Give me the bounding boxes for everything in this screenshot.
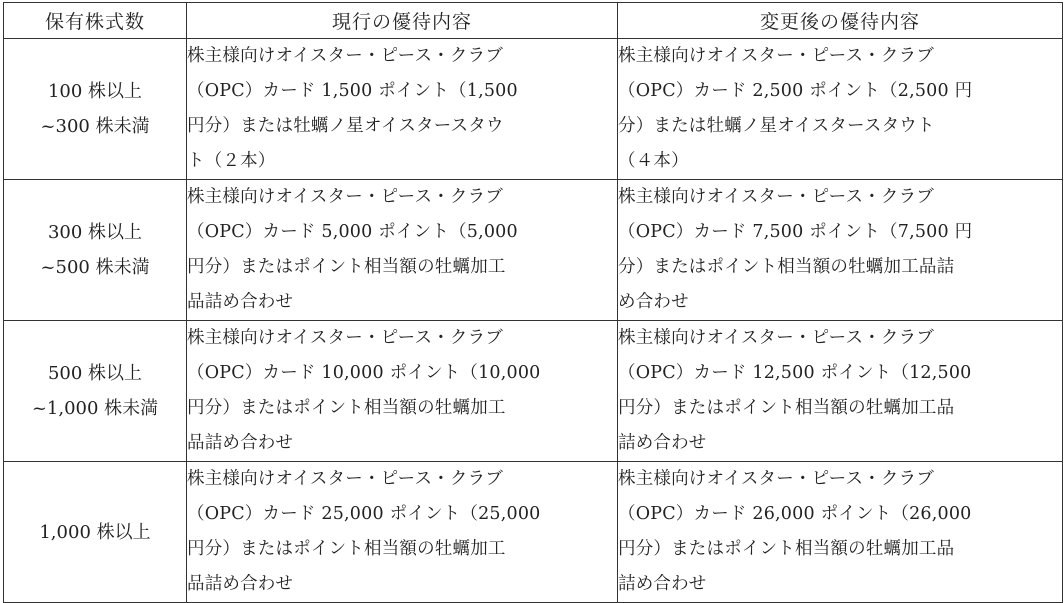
benefit-line: 品詰め合わせ [187, 292, 294, 312]
shares-cell [4, 321, 187, 462]
new-benefit-cell [618, 39, 1063, 180]
benefit-line: （OPC）カード 5,000 ポイント（5,000 [187, 222, 518, 242]
benefit-line: 詰め合わせ [618, 433, 707, 453]
shares-cell [4, 180, 187, 321]
shares-line: 100 株以上 [47, 81, 143, 102]
table-row [4, 462, 1063, 603]
header-shares: 保有株式数 [4, 3, 187, 39]
benefit-line: 株主様向けオイスター・ピース・クラブ [187, 328, 503, 348]
benefit-line: 詰め合わせ [618, 574, 707, 594]
table-body [4, 39, 1063, 603]
shares-line: ~1,000 株未満 [31, 398, 159, 419]
shares-line: ~300 株未満 [40, 116, 150, 137]
benefit-line: （４本） [618, 151, 689, 171]
benefit-line: （OPC）カード 26,000 ポイント（26,000 [618, 504, 972, 524]
benefit-line: （OPC）カード 12,500 ポイント（12,500 [618, 363, 972, 383]
current-benefit-cell [187, 462, 618, 603]
shares-cell [4, 39, 187, 180]
shares-line: ~500 株未満 [40, 257, 150, 278]
header-row [4, 3, 1063, 39]
benefit-line: （OPC）カード 25,000 ポイント（25,000 [187, 504, 541, 524]
new-benefit-cell [618, 462, 1063, 603]
current-benefit-cell [187, 180, 618, 321]
table-row [4, 321, 1063, 462]
shares-line: 500 株以上 [47, 363, 143, 384]
benefit-line: 分）または牡蠣ノ星オイスタースタウト [618, 116, 935, 136]
shares-line: 1,000 株以上 [39, 521, 151, 543]
benefit-line: 株主様向けオイスター・ピース・クラブ [618, 469, 934, 489]
benefit-line: 円分）またはポイント相当額の牡蠣加工 [187, 539, 506, 559]
current-benefit-cell [187, 321, 618, 462]
header-new-benefits: 変更後の優待内容 [618, 3, 1063, 39]
current-benefit-cell [187, 39, 618, 180]
benefit-line: 株主様向けオイスター・ピース・クラブ [618, 187, 934, 207]
header-current-benefits: 現行の優待内容 [187, 3, 618, 39]
benefit-line: 円分）または牡蠣ノ星オイスタースタウ [187, 116, 504, 136]
table-row [4, 39, 1063, 180]
benefit-line: （OPC）カード 10,000 ポイント（10,000 [187, 363, 541, 383]
benefit-line: （OPC）カード 1,500 ポイント（1,500 [187, 81, 518, 101]
benefit-line: （OPC）カード 7,500 ポイント（7,500 円 [618, 222, 973, 242]
benefit-line: 分）またはポイント相当額の牡蠣加工品詰 [618, 257, 955, 277]
benefit-line: め合わせ [618, 292, 689, 312]
table-row [4, 180, 1063, 321]
benefit-line: 円分）またはポイント相当額の牡蠣加工 [187, 398, 506, 418]
shares-line: 300 株以上 [47, 222, 143, 243]
new-benefit-cell [618, 321, 1063, 462]
benefit-line: 株主様向けオイスター・ピース・クラブ [618, 46, 934, 66]
benefit-line: 円分）またはポイント相当額の牡蠣加工品 [618, 539, 955, 559]
benefit-line: 品詰め合わせ [187, 574, 294, 594]
benefit-line: 株主様向けオイスター・ピース・クラブ [618, 328, 934, 348]
benefit-line: 円分）またはポイント相当額の牡蠣加工品 [618, 398, 955, 418]
benefit-line: 株主様向けオイスター・ピース・クラブ [187, 469, 503, 489]
shares-cell [4, 462, 187, 603]
benefit-line: 円分）またはポイント相当額の牡蠣加工 [187, 257, 506, 277]
shareholder-benefits-table [3, 2, 1063, 603]
benefit-line: 株主様向けオイスター・ピース・クラブ [187, 187, 503, 207]
new-benefit-cell [618, 180, 1063, 321]
table-header [4, 3, 1063, 39]
benefit-line: 株主様向けオイスター・ピース・クラブ [187, 46, 503, 66]
benefit-line: 品詰め合わせ [187, 433, 294, 453]
benefit-line: ト（２本） [187, 151, 276, 171]
benefit-line: （OPC）カード 2,500 ポイント（2,500 円 [618, 81, 973, 101]
